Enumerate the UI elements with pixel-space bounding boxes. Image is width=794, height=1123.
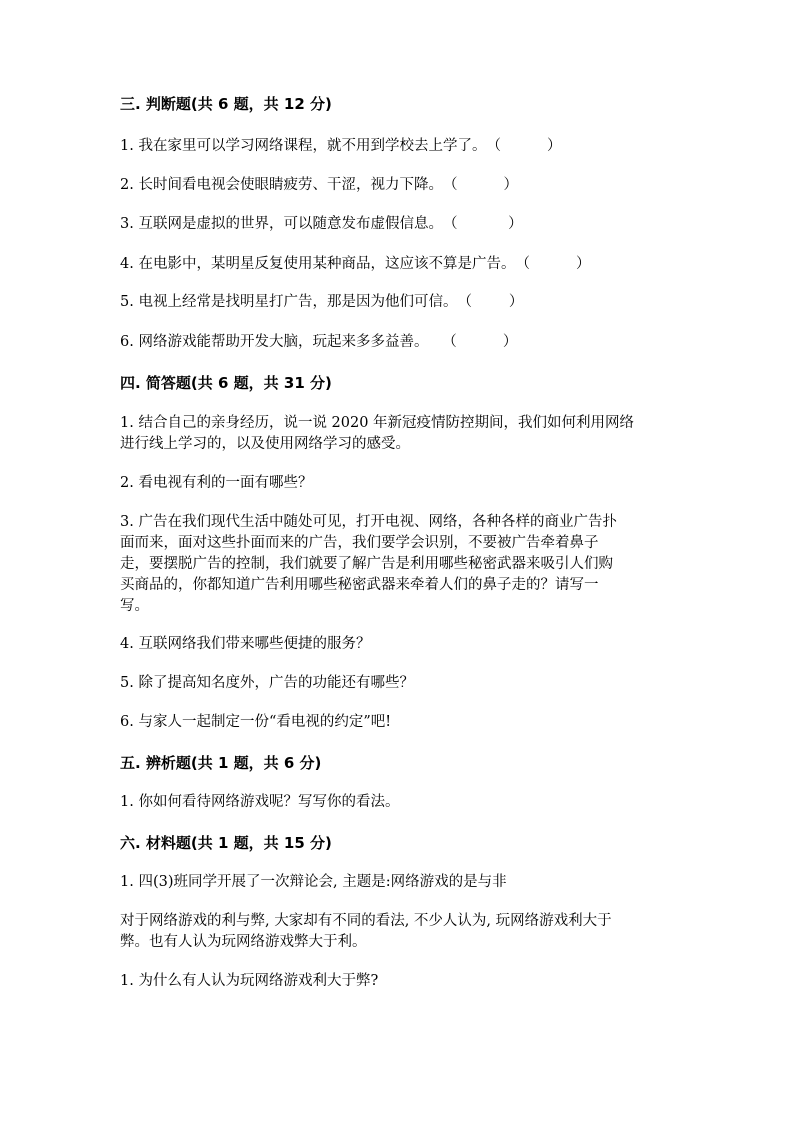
question-line: 面而来，面对这些扑面而来的广告，我们要学会识别，不要被广告牵着鼻子	[120, 535, 599, 551]
question-line: 买商品的，你都知道广告利用哪些秘密武器来牵着人们的鼻子走的？请写一	[120, 577, 599, 593]
question-text: 6. 网络游戏能帮助开发大脑，玩起来多多益善。	[120, 334, 429, 350]
question-text: 5. 电视上经常是找明星打广告，那是因为他们可信。	[120, 294, 458, 310]
judgment-question-5	[120, 292, 523, 313]
short-answer-question-3	[120, 512, 617, 617]
judgment-question-3	[120, 214, 523, 235]
material-subquestion-1: 1. 为什么有人认为玩网络游戏利大于弊?	[120, 973, 379, 989]
question-line: 1. 结合自己的亲身经历，说一说 2020 年新冠疫情防控期间，我们如何利用网络	[120, 415, 635, 431]
question-text: 2. 长时间看电视会使眼睛疲劳、干涩，视力下降。	[120, 177, 443, 193]
question-text: 4. 在电影中，某明星反复使用某种商品，这应该不算是广告。	[120, 256, 516, 272]
short-answer-question-2: 2. 看电视有利的一面有哪些？	[120, 475, 313, 491]
question-line: 走，要摆脱广告的控制，我们就要了解广告是利用哪些秘密武器来吸引人们购	[120, 556, 613, 572]
answer-blank: （ ）	[442, 177, 519, 193]
material-question-1: 1. 四(3)班同学开展了一次辩论会, 主题是:网络游戏的是与非	[120, 874, 507, 890]
answer-blank: （ ）	[486, 138, 562, 154]
question-line: 进行线上学习的，以及使用网络学习的感受。	[120, 436, 410, 452]
analysis-question-1: 1. 你如何看待网络游戏呢？写写你的看法。	[120, 794, 400, 810]
question-text: 1. 我在家里可以学习网络课程，就不用到学校去上学了。	[120, 138, 487, 154]
section-title-material: 六. 材料题(共 1 题，共 15 分)	[120, 834, 332, 852]
section-title-analysis: 五. 辨析题(共 1 题，共 6 分)	[120, 754, 322, 772]
question-text: 3. 互联网是虚拟的世界，可以随意发布虚假信息。	[120, 216, 443, 232]
judgment-question-6	[120, 332, 517, 353]
passage-line: 对于网络游戏的利与弊, 大家却有不同的看法, 不少人认为, 玩网络游戏利大于	[120, 913, 612, 929]
short-answer-question-1	[120, 413, 634, 455]
material-passage	[120, 911, 612, 953]
question-line: 写。	[120, 598, 149, 614]
short-answer-question-4: 4. 互联网络我们带来哪些便捷的服务？	[120, 636, 371, 652]
answer-blank: （ ）	[442, 216, 523, 232]
judgment-question-1	[120, 136, 562, 157]
judgment-question-2	[120, 175, 518, 196]
answer-blank: （ ）	[457, 294, 524, 310]
answer-blank: （ ）	[515, 256, 591, 272]
judgment-question-4	[120, 254, 591, 275]
short-answer-question-5: 5. 除了提高知名度外，广告的功能还有哪些？	[120, 675, 414, 691]
passage-line: 弊。也有人认为玩网络游戏弊大于利。	[120, 934, 367, 950]
short-answer-question-6: 6. 与家人一起制定一份“看电视的约定”吧!	[120, 714, 392, 730]
section-title-judgment: 三. 判断题(共 6 题，共 12 分)	[120, 95, 332, 113]
question-line: 3. 广告在我们现代生活中随处可见，打开电视、网络，各种各样的商业广告扑	[120, 514, 617, 530]
section-title-short-answer: 四. 简答题(共 6 题，共 31 分)	[120, 374, 332, 392]
answer-blank: （ ）	[428, 334, 518, 350]
